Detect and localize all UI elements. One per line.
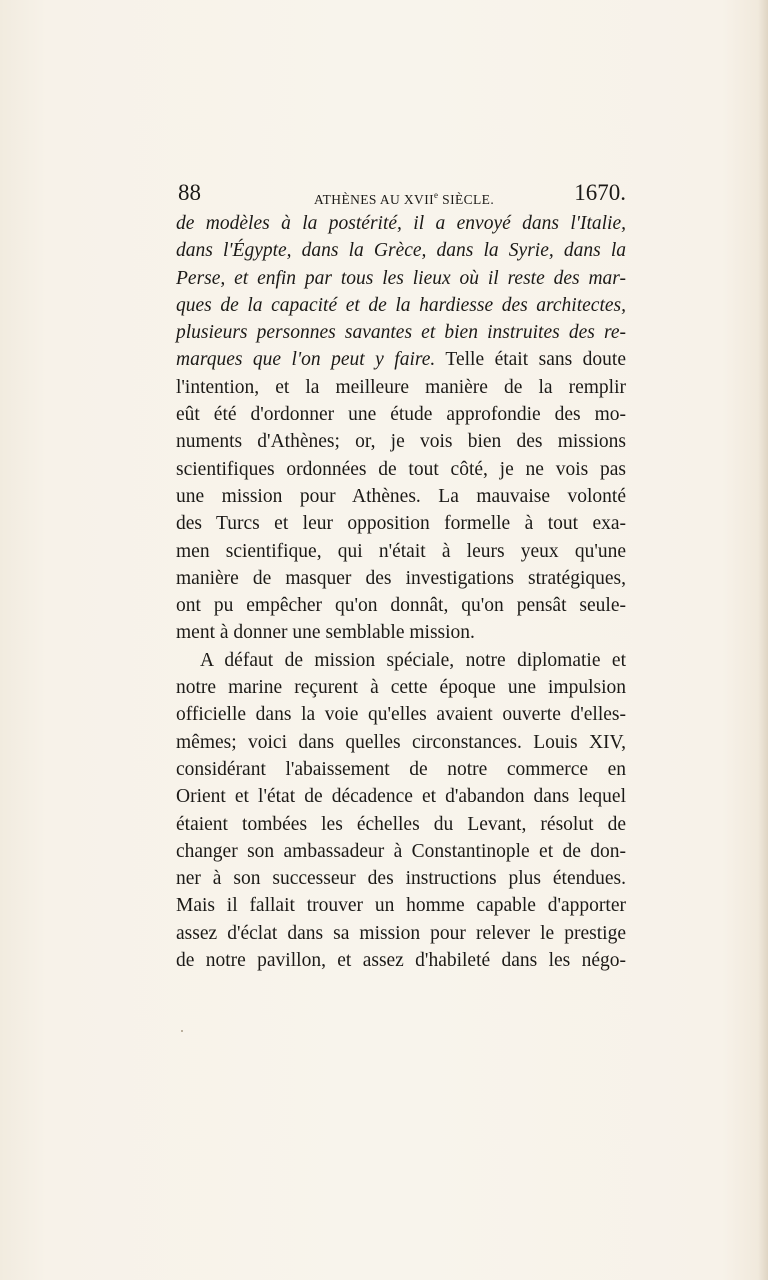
page-edge-shadow: [758, 0, 768, 1280]
text-line: notre marine reçurent à cette époque une impulsion: [176, 677, 626, 699]
text-line: eût été d'ordonner une étude approfondie des mo-: [176, 404, 626, 426]
running-title: [314, 182, 494, 213]
text-line: mêmes; voici dans quelles circonstances. Louis XIV,: [176, 731, 626, 753]
text-line: manière de masquer des investigations stratégiques,: [176, 567, 626, 589]
header-year: 1670.: [574, 180, 626, 205]
text-line: étaient tombées les échelles du Levant, résolut de: [176, 813, 626, 835]
text-line: ques de la capacité et de la hardiesse des architectes,: [176, 294, 626, 316]
text-line: considérant l'abaissement de notre commerce en: [176, 758, 626, 780]
running-header: [178, 178, 626, 208]
paper-speck: [181, 1030, 183, 1032]
text-line: [176, 346, 626, 373]
text-line-roman-part: Telle était sans doute: [435, 349, 626, 371]
text-line: men scientifique, qui n'était à leurs yeux qu'une: [176, 540, 626, 562]
text-line: une mission pour Athènes. La mauvaise volonté: [176, 485, 626, 507]
text-line: ont pu empêcher qu'on donnât, qu'on pensât seule-: [176, 595, 626, 617]
text-line: de notre pavillon, et assez d'habileté dans les négo-: [176, 950, 626, 972]
running-title-superscript: e: [434, 190, 439, 200]
text-line: ment à donner une semblable mission.: [176, 622, 475, 644]
text-line: plusieurs personnes savantes et bien instruites des re-: [176, 322, 626, 344]
running-title-prefix: ATHÈNES AU XVII: [314, 192, 434, 207]
text-line-italic-part: marques que l'on peut y faire.: [176, 349, 436, 371]
body-text: [176, 210, 626, 974]
text-line: scientifiques ordonnées de tout côté, je ne vois pas: [176, 458, 626, 480]
text-line: Orient et l'état de décadence et d'abandon dans lequel: [176, 786, 626, 808]
text-line: A défaut de mission spéciale, notre diplomatie et: [200, 649, 626, 671]
text-line: assez d'éclat dans sa mission pour relever le prestige: [176, 922, 626, 944]
text-line: dans l'Égypte, dans la Grèce, dans la Syrie, dans la: [176, 240, 626, 262]
text-line: de modèles à la postérité, il a envoyé dans l'Italie,: [176, 213, 626, 234]
text-line: numents d'Athènes; or, je vois bien des missions: [176, 431, 626, 453]
text-line: changer son ambassadeur à Constantinople et de don-: [176, 840, 626, 862]
text-line: l'intention, et la meilleure manière de la remplir: [176, 376, 626, 398]
text-line: des Turcs et leur opposition formelle à tout exa-: [176, 513, 626, 535]
text-line: officielle dans la voie qu'elles avaient ouverte d'elles-: [176, 704, 626, 726]
text-line: Perse, et enfin par tous les lieux où il reste des mar-: [176, 267, 626, 289]
text-line: ner à son successeur des instructions plus étendues.: [176, 868, 626, 890]
running-title-suffix: SIÈCLE.: [438, 192, 495, 207]
page-number: 88: [178, 180, 201, 205]
text-line: Mais il fallait trouver un homme capable d'apporter: [176, 895, 626, 917]
